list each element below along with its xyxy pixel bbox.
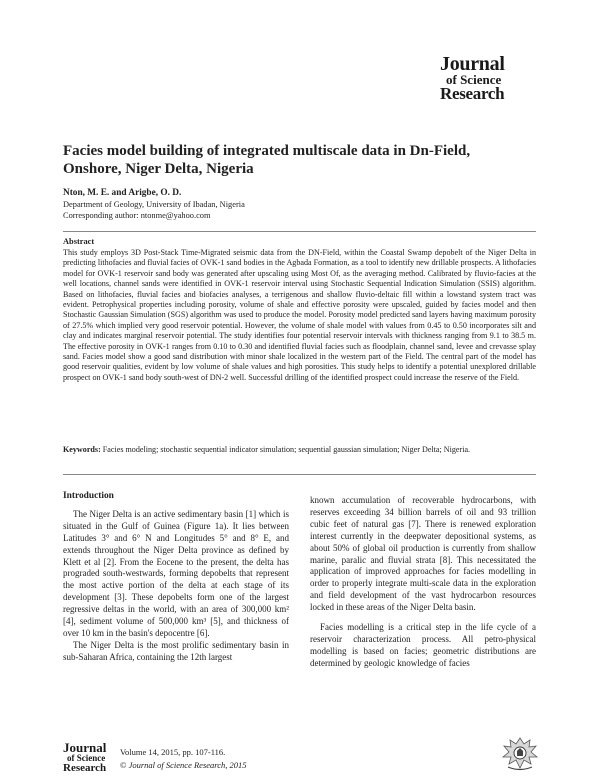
- intro-paragraph-3: Facies modelling is a critical step in the life cycle of a reservoir characterization process. All petro-physical modelling is based on facies; geometric distributions are determined by geologic knowledge of facies: [310, 622, 536, 668]
- title-line-2: Onshore, Niger Delta, Nigeria: [63, 161, 254, 177]
- keywords: [63, 445, 536, 455]
- journal-logo: [440, 54, 536, 102]
- keywords-text: Facies modeling; stochastic sequential indicator simulation; sequential gaussian simulation; Niger Delta; Nigeria.: [102, 445, 471, 454]
- keywords-label: Keywords:: [63, 445, 101, 454]
- footer-journal-logo: [63, 742, 106, 773]
- intro-paragraph-2: The Niger Delta is the most prolific sedimentary basin in sub-Saharan Africa, containing the 12th largest: [63, 639, 289, 662]
- intro-paragraph-1: The Niger Delta is an active sedimentary basin [1] which is situated in the Gulf of Guinea (Figure 1a). It lies between Latitudes 3° and 6° N and Longitudes 5° and 8° E, and extends throughout the Niger Delta province as defined by Klett et al [2]. From the Eocene to the present, the delta has prograded south-westwards, forming depobelts that represent the most active portion of the delta at each stage of its development [3]. These depobelts form one of the largest regressive deltas in the world, with an area of 300,000 km² [4], sediment volume of 500,000 km³ [5], and thickness of over 10 km in the basin's depocentre [6].: [63, 508, 289, 638]
- abstract-heading: Abstract: [63, 237, 95, 246]
- logo-line-journal: Journal: [440, 53, 505, 75]
- university-crest-icon: [500, 736, 540, 772]
- logo-line-of-science: of Science: [446, 72, 502, 87]
- abstract-text: This study employs 3D Post-Stack Time-Migrated seismic data from the DN-Field, within the Coastal Swamp depobelt of the Niger Delta in predicting lithofacies and fluvial facies of OVK-1 sand bodies in the Agbada Formation, as a tool to identify new drillable prospects. A lithofacies model for OVK-1 reservoir sand body was generated after upscaling using Most Of, as the averaging method. Calibrated by fluvio-facies at the well locations, channel sands were identified in OVK-1 reservoir interval using Stochastic Sequential Indication Simulation (SSIS) algorithm. Based on lithofacies, fluvial facies and biofacies analyses, a terrigenous and shallow fluvio-deltaic fill within a lowstand system tract was evident. Petrophysical properties including porosity, volume of shale and effective porosity were upscaled, guided by facies model and then Stochastic Gaussian Simulation (SGS) algorithm was used to produce the model. Porosity model predicted sand layers having maximum porosity of 27.5% which implied very good reservoir potential. However, the volume of shale model with values from 0.45 to 0.50 incorporates silt and clay and indicates marginal reservoir potential. The study identifies four potential reservoir intervals with thickness ranging from 9.1 to 38.5 m. The effective porosity in OVK-1 ranges from 0.10 to 0.30 and identified fluvial facies such as floodplain, channel sand, levee and crevasse splay sand. Facies model show a good sand distribution with minor shale localized in the western part of the Field. The central part of the model has good reservoir qualities, evident by low volume of shale values and high porosities. This study helps to identify a potential unexplored drillable prospect on OVK-1 sand body south-west of DN-2 well. Successful drilling of the identified prospect could increase the reserve of the Field.: [63, 248, 536, 382]
- intro-paragraph-2-continued: known accumulation of recoverable hydrocarbons, with reserves exceeding 34 billion barrels of oil and 93 trillion cubic feet of natural gas [7]. There is renewed exploration interest currently in the deepwater depositional systems, as about 50% of global oil production is currently from shallow marine, paralic and fluvial strata [8]. This necessitated the application of improved approaches for facies modelling in order to properly integrate multi-scale data in the exploration and field development of the vast hydrocarbon resources locked in these areas of the Niger Delta basin.: [310, 495, 536, 613]
- column-right: [310, 495, 536, 670]
- logo-line-research: Research: [440, 84, 505, 103]
- copyright-journal: Journal of Science Research, 2015: [128, 760, 247, 770]
- footer-logo-line-journal: Journal: [63, 740, 107, 755]
- introduction-heading: Introduction: [63, 491, 114, 501]
- corresponding-author: Corresponding author: ntonme@yahoo.com: [63, 211, 211, 220]
- divider-top: [63, 231, 536, 232]
- affiliation-block: [63, 199, 245, 221]
- footer-volume: Volume 14, 2015, pp. 107-116.: [120, 747, 226, 757]
- paper-title: [63, 142, 483, 178]
- footer-logo-line-of-science: of Science: [67, 753, 106, 764]
- column-left: [63, 491, 289, 664]
- footer-logo-line-research: Research: [63, 761, 107, 774]
- footer-copyright: [120, 760, 247, 770]
- affiliation: Department of Geology, University of Ibadan, Nigeria: [63, 200, 245, 209]
- copyright-symbol: ©: [120, 760, 127, 770]
- authors: Nton, M. E. and Arigbe, O. D.: [63, 188, 182, 198]
- divider-bottom: [63, 474, 536, 475]
- title-line-1: Facies model building of integrated multiscale data in Dn-Field,: [63, 143, 471, 159]
